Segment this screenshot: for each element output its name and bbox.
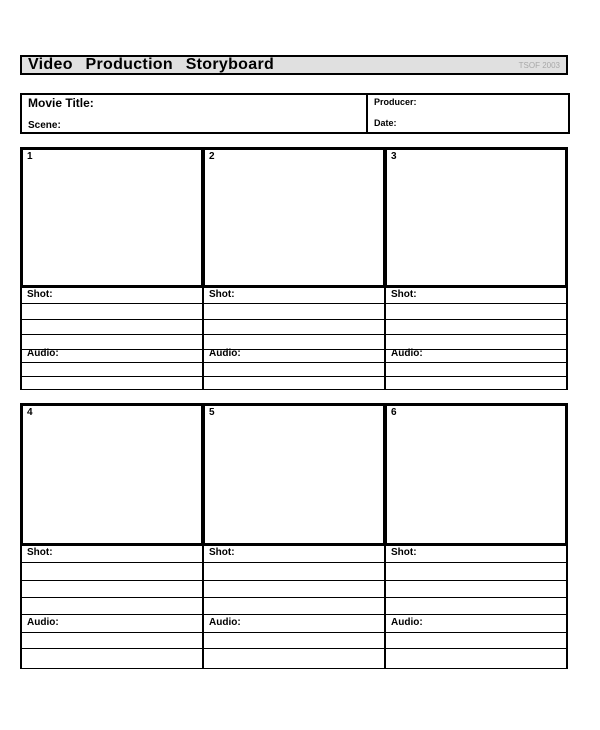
write-line — [204, 334, 384, 335]
shot-label: Shot: — [27, 289, 53, 300]
write-line — [22, 632, 202, 633]
write-line — [22, 334, 202, 335]
write-line — [386, 362, 566, 363]
write-line — [22, 389, 202, 390]
audio-label: Audio: — [209, 617, 241, 628]
frame-number: 1 — [27, 151, 33, 162]
write-line — [386, 562, 566, 563]
frame-notes — [384, 546, 568, 669]
write-line — [204, 632, 384, 633]
scene-label: Scene: — [28, 120, 61, 131]
write-line — [204, 362, 384, 363]
write-line — [386, 303, 566, 304]
write-line — [22, 319, 202, 320]
write-line — [22, 562, 202, 563]
frame-notes — [202, 288, 386, 390]
audio-label: Audio: — [209, 348, 241, 359]
write-line — [386, 614, 566, 615]
shot-label: Shot: — [209, 289, 235, 300]
write-line — [204, 376, 384, 377]
title-bar — [20, 55, 568, 75]
write-line — [22, 648, 202, 649]
write-line — [386, 580, 566, 581]
frame-number: 2 — [209, 151, 215, 162]
date-label: Date: — [374, 118, 397, 128]
write-line — [22, 614, 202, 615]
frame-number: 3 — [391, 151, 397, 162]
write-line — [386, 648, 566, 649]
write-line — [204, 303, 384, 304]
write-line — [204, 597, 384, 598]
info-box — [20, 93, 570, 134]
storyboard-frame — [384, 147, 568, 390]
frame-row-2 — [20, 403, 570, 669]
write-line — [386, 668, 566, 669]
write-line — [386, 632, 566, 633]
storyboard-frame — [20, 403, 204, 669]
frame-notes — [384, 288, 568, 390]
audio-label: Audio: — [27, 348, 59, 359]
form-code: TSOF 2003 — [518, 61, 560, 70]
frame-notes — [20, 288, 204, 390]
frame-row-1 — [20, 147, 570, 390]
frame-sketch-box[interactable] — [20, 147, 204, 288]
frame-sketch-box[interactable] — [202, 403, 386, 546]
frame-notes — [20, 546, 204, 669]
shot-label: Shot: — [391, 547, 417, 558]
write-line — [22, 580, 202, 581]
frame-notes — [202, 546, 386, 669]
audio-label: Audio: — [391, 348, 423, 359]
write-line — [204, 562, 384, 563]
storyboard-frame — [384, 403, 568, 669]
write-line — [386, 334, 566, 335]
storyboard-frame — [202, 147, 386, 390]
shot-label: Shot: — [391, 289, 417, 300]
frame-sketch-box[interactable] — [20, 403, 204, 546]
movie-title-label: Movie Title: — [28, 96, 94, 110]
frame-number: 5 — [209, 407, 215, 418]
write-line — [204, 614, 384, 615]
write-line — [386, 376, 566, 377]
frame-sketch-box[interactable] — [384, 403, 568, 546]
write-line — [204, 648, 384, 649]
frame-number: 6 — [391, 407, 397, 418]
write-line — [204, 668, 384, 669]
producer-label: Producer: — [374, 97, 417, 107]
write-line — [22, 597, 202, 598]
write-line — [386, 389, 566, 390]
audio-label: Audio: — [391, 617, 423, 628]
write-line — [386, 319, 566, 320]
write-line — [22, 362, 202, 363]
write-line — [22, 668, 202, 669]
audio-label: Audio: — [27, 617, 59, 628]
frame-sketch-box[interactable] — [202, 147, 386, 288]
write-line — [204, 580, 384, 581]
frame-sketch-box[interactable] — [384, 147, 568, 288]
storyboard-frame — [202, 403, 386, 669]
write-line — [386, 597, 566, 598]
write-line — [22, 376, 202, 377]
write-line — [22, 303, 202, 304]
shot-label: Shot: — [209, 547, 235, 558]
write-line — [204, 389, 384, 390]
write-line — [204, 319, 384, 320]
shot-label: Shot: — [27, 547, 53, 558]
info-divider — [366, 95, 368, 132]
frame-number: 4 — [27, 407, 33, 418]
page-title: Video Production Storyboard — [28, 56, 275, 73]
storyboard-frame — [20, 147, 204, 390]
